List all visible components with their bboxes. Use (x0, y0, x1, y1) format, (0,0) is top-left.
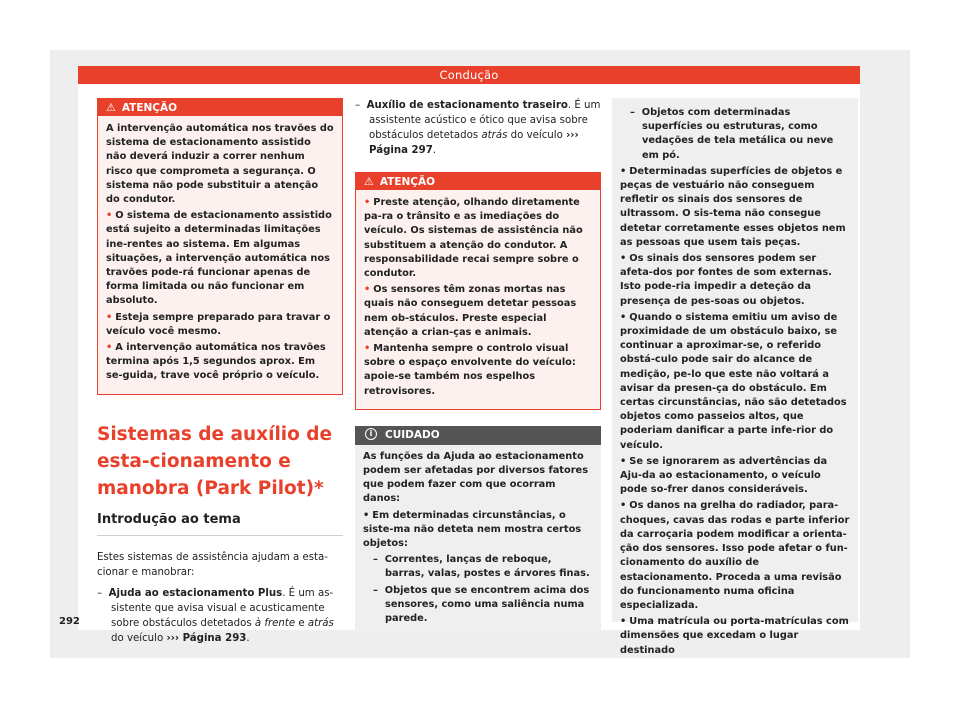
info-icon: i (365, 428, 377, 440)
bullet-icon: • (364, 284, 371, 296)
warning-bullet: • A intervenção automática nos travões termina após 1,5 segundos aprox. Em se-guida, trave você próprio o veículo. (106, 342, 326, 382)
bullet-icon: • (364, 197, 371, 208)
warning-body (98, 116, 342, 394)
column-3 (612, 98, 858, 656)
subsection-title: Introdução ao tema (97, 512, 343, 536)
bullet-icon: • (106, 311, 113, 323)
caution-title: CUIDADO (385, 428, 440, 441)
intro-paragraph: Estes sistemas de assistência ajudam a esta-cionar e manobrar: (97, 551, 328, 578)
section-title: Sistemas de auxílio de esta-cionamento e manobra (Park Pilot)* (97, 423, 333, 499)
warning-triangle-icon: ⚠ (106, 101, 116, 114)
caution-intro: As funções da Ajuda ao estacionamento podem ser afetadas por diversos fatores que podem fazer com que ocorram danos: (363, 450, 589, 505)
caution-box-continued (612, 98, 858, 656)
warning-box (355, 172, 601, 410)
bullet-icon: • (620, 500, 627, 512)
warning-bullet: • Esteja sempre preparado para travar o veículo você mesmo. (106, 311, 331, 337)
warning-bullet: • O sistema de estacionamento assistido está sujeito a determinadas limitações ine-rentes ao sistema. Em algumas situações, a intervenção automática nos travões pode-rá funcionar apenas de forma limitada ou não funcionar em absoluto. (106, 210, 332, 307)
warning-box (97, 98, 343, 395)
caution-bullet: • Os danos na grelha do radiador, para-choques, cavas das rodas e parte inferior da carroçaria podem modificar a orienta-ção dos sensores. Isso pode afetar o fun-cionamento do auxílio de estacionamento. Proceda a uma revisão do funcionamento numa oficina especializada. (620, 500, 850, 611)
caution-bullet: • Determinadas superfícies de objetos e peças de vestuário não conseguem refletir os sinais dos sensores de ultrassom. O sis-tema não consegue detetar corretamente esses objetos nem as pessoas que usem tais peças. (620, 165, 846, 248)
caution-dash-item: – Correntes, lanças de reboque, barras, valas, postes e árvores finas. (373, 554, 590, 580)
caution-bullet: • Uma matrícula ou porta-matrículas com dimensões que excedam o lugar destinado (620, 616, 849, 656)
caution-dash-item: – Objetos com determinadas superfícies ou estruturas, como vedações de tela metálica ou neve em pó. (630, 107, 834, 161)
warning-title: ATENÇÃO (121, 102, 178, 114)
list-item-rear-parking-aid: – Auxílio de estacionamento traseiro. É um assistente acústico e ótico que avisa sobre obstáculos detetados atrás do veículo ››› Página 297. (355, 100, 601, 156)
page-reference-link[interactable]: ››› Página 293 (166, 632, 247, 644)
bullet-icon: • (620, 455, 627, 467)
warning-header (98, 99, 342, 116)
page-reference-link[interactable]: ››› Página 297 (369, 130, 579, 156)
warning-intro: A intervenção automática nos travões do sistema de estacionamento assistido não deverá induzir a correr nenhum risco que comprometa a segurança. O sistema não pode substituir a atenção do condutor. (106, 123, 334, 206)
caution-header (355, 426, 601, 445)
caution-dash-item: – Objetos que se encontrem acima dos sensores, como uma saliência numa parede. (373, 584, 590, 625)
bullet-icon: • (620, 311, 627, 323)
warning-bullet: • Preste atenção, olhando diretamente pa-ra o trânsito e as imediações do veículo. Os sistemas de assistência não substituem a atenção do condutor. A responsabilidade recai sempre sobre o condutor. (364, 197, 583, 280)
bullet-icon: • (363, 509, 370, 521)
bullet-icon: • (620, 616, 627, 628)
warning-bullet: • Os sensores têm zonas mortas nas quais não conseguem detetar pessoas nem ob-stáculos. Preste especial atenção a crian-ças e animais. (364, 284, 577, 338)
warning-header (356, 173, 600, 190)
caution-body (355, 445, 601, 636)
column-1 (97, 98, 343, 646)
caution-box (355, 426, 601, 636)
page-number: 292 (59, 616, 80, 627)
caution-body (612, 98, 858, 668)
column-2 (355, 98, 601, 636)
caution-bullet: • Se se ignorarem as advertências da Aju-da ao estacionamento, o veículo pode so-frer danos consideráveis. (620, 455, 828, 496)
bullet-icon: • (364, 343, 371, 355)
list-item-parking-aid-plus: – Ajuda ao estacionamento Plus. É um as-sistente que avisa visual e acusticamente sobre obstáculos detetados à frente e atrás do veículo ››› Página 293. (97, 587, 334, 644)
warning-bullet: • Mantenha sempre o controlo visual sobre o espaço envolvente do veículo: apoie-se também nos espelhos retrovisores. (364, 343, 576, 397)
caution-bullet: • Quando o sistema emitiu um aviso de proximidade de um obstáculo baixo, se continuar a aproximar-se, o referido obstá-culo pode sair do alcance de medição, pe-lo que este não voltará a avisar da presen-ça do obstáculo. Em certas circunstâncias, não são detetados objetos como passeios altos, que poderiam danificar a parte infe-rior do veículo. (620, 311, 847, 451)
caution-bullet: • Os sinais dos sensores podem ser afeta-dos por fontes de som externas. Isto pode-ria impedir a deteção da presença de pes-soas ou objetos. (620, 253, 832, 307)
warning-body (356, 190, 600, 409)
bullet-icon: • (106, 342, 113, 354)
bullet-icon: • (106, 210, 113, 222)
bullet-icon: • (620, 165, 627, 177)
warning-title: ATENÇÃO (379, 176, 436, 188)
caution-bullet: • Em determinadas circunstâncias, o siste-ma não deteta nem mostra certos objetos: (363, 509, 582, 550)
warning-triangle-icon: ⚠ (364, 175, 374, 188)
page-header: Condução (78, 66, 860, 84)
bullet-icon: • (620, 253, 627, 265)
